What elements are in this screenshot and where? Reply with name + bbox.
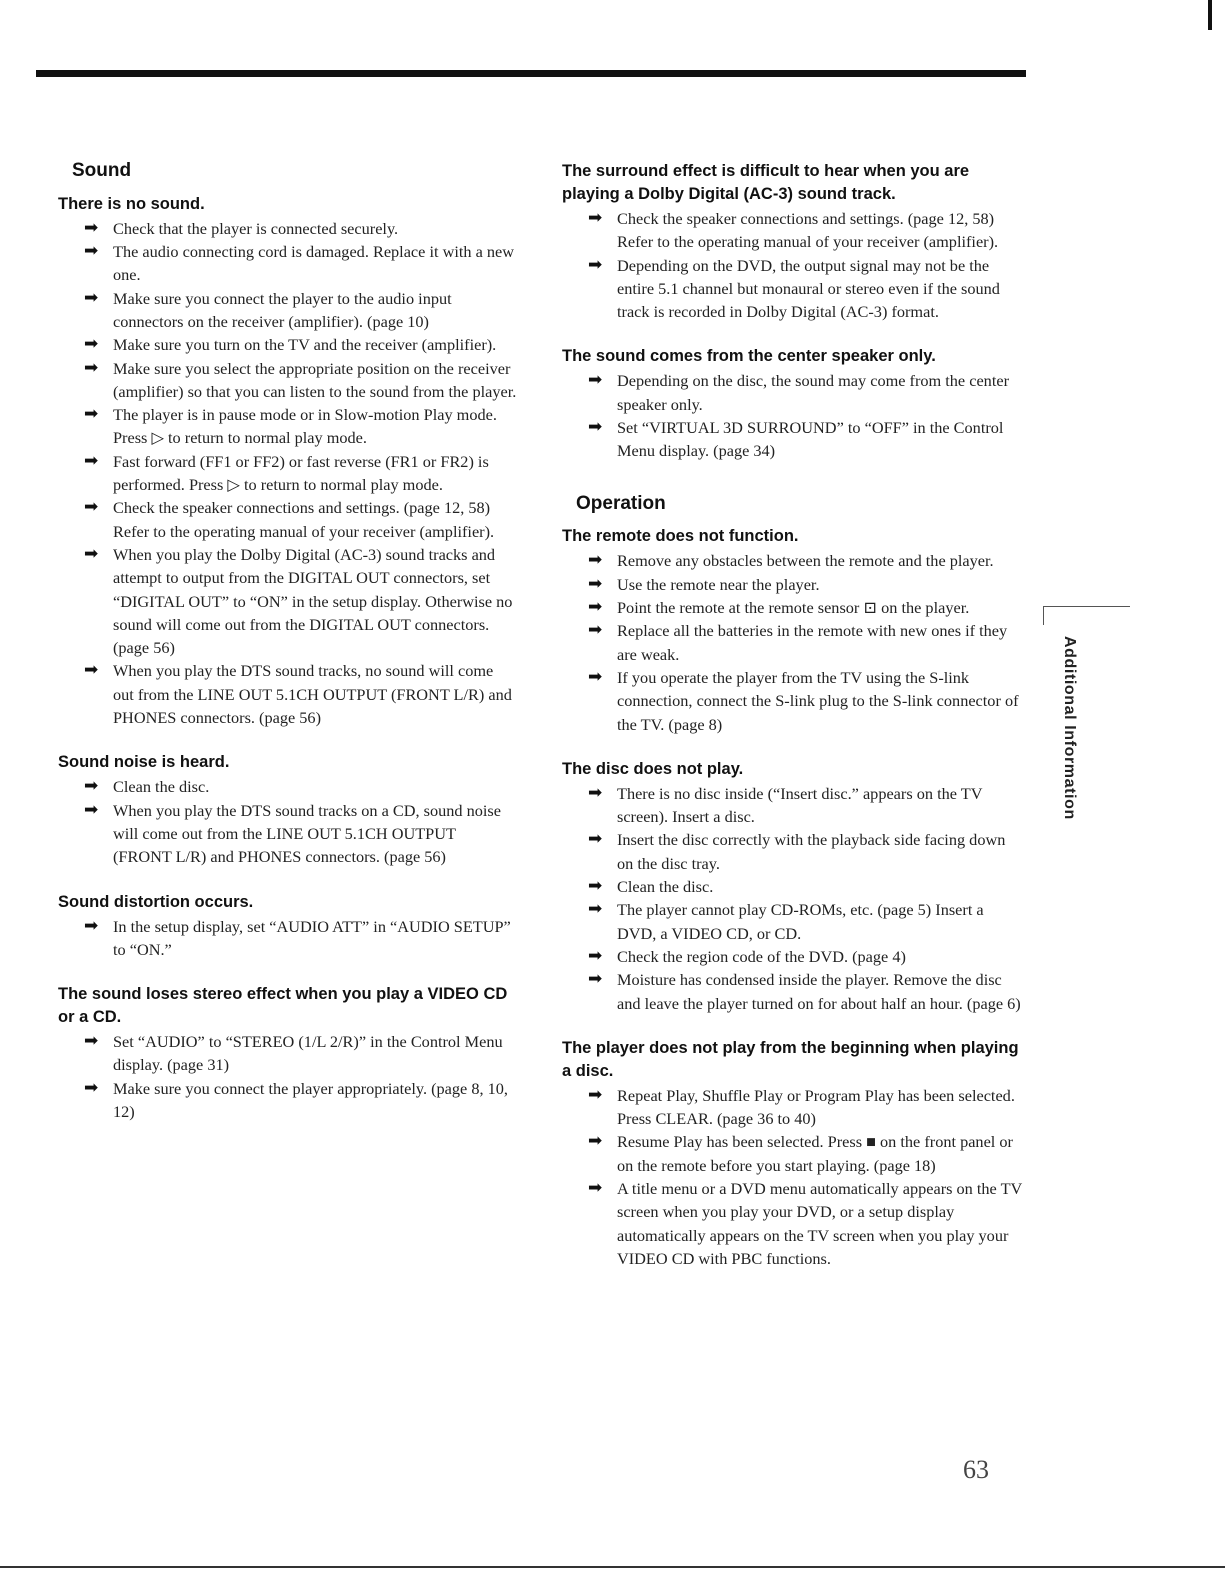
remedy-item [562,1177,1022,1270]
remedy-item [58,1077,518,1124]
remedy-list [562,782,1022,1015]
troubleshooting-item [58,193,518,730]
remedy-text: Set “AUDIO” to “STEREO (1/L 2/R)” in the Control Menu display. (page 31) [113,1032,503,1075]
side-tab-bracket [1043,606,1130,625]
arrow-right-icon: ➡ [588,876,603,897]
remedy-item [58,403,518,450]
arrow-right-icon: ➡ [84,776,99,797]
remedy-item [58,799,518,869]
remedy-text: Clean the disc. [113,777,210,797]
arrow-right-icon: ➡ [84,915,99,936]
troubleshooting-item [58,983,518,1123]
remedy-item [562,619,1022,666]
arrow-right-icon: ➡ [588,550,603,571]
remedy-text: Fast forward (FF1 or FF2) or fast reverse (FR1 or FR2) is performed. Press ▷ to return to normal play mode. [113,451,489,495]
remedy-text: Replace all the batteries in the remote with new ones if they are weak. [617,621,1008,664]
remedy-item [562,782,1022,829]
remedy-text: The audio connecting cord is damaged. Replace it with a new one. [113,242,515,285]
remedy-text: Check the speaker connections and settings. (page 12, 58) Refer to the operating manual of your receiver (amplifier). [113,498,495,541]
remedy-list [562,1084,1022,1270]
remedy-text: Resume Play has been selected. Press ■ on the front panel or on the remote before you start playing. (page 18) [617,1132,1013,1175]
arrow-right-icon: ➡ [588,782,603,803]
troubleshooting-item [562,345,1022,462]
arrow-right-icon: ➡ [588,1084,603,1105]
arrow-right-icon: ➡ [588,945,603,966]
arrow-right-icon: ➡ [588,1178,603,1198]
arrow-right-icon: ➡ [84,1031,99,1052]
remedy-text: Clean the disc. [617,877,714,897]
arrow-right-icon: ➡ [588,899,603,920]
remedy-item [562,416,1022,463]
arrow-right-icon: ➡ [588,370,603,391]
remedy-list [562,549,1022,735]
remedy-list [562,369,1022,462]
remedy-item [562,207,1022,254]
remedy-item [562,254,1022,324]
troubleshooting-item [58,751,518,868]
remedy-item [58,357,518,404]
remedy-text: Check the region code of the DVD. (page 4) [617,946,906,966]
remedy-item [58,287,518,334]
problem-title: Sound noise is heard. [58,753,230,772]
remedy-item [562,666,1022,736]
remedy-text: When you play the DTS sound tracks on a CD, sound noise will come out from the LINE OUT 5.1CH OUTPUT (FRONT L/R) and PHONES connectors. (page 56) [113,800,501,867]
problem-title: The surround effect is difficult to hear when you are playing a Dolby Digital (AC-3) sound track. [562,162,970,203]
arrow-right-icon: ➡ [588,573,603,594]
remedy-item [58,217,518,240]
arrow-right-icon: ➡ [84,660,99,681]
arrow-right-icon: ➡ [588,969,603,990]
remedy-text: Make sure you connect the player appropriately. (page 8, 10, 12) [113,1078,508,1121]
remedy-item [562,369,1022,416]
section-heading: Operation [576,492,666,514]
remedy-item [58,450,518,497]
problem-title: There is no sound. [58,194,205,213]
remedy-text: If you operate the player from the TV using the S-link connection, connect the S-link plug to the S-link connector of the TV. (page 8) [617,667,1019,734]
remedy-list [58,915,518,962]
remedy-text: The player is in pause mode or in Slow-motion Play mode. Press ▷ to return to normal play mode. [113,405,497,448]
remedy-text: The player cannot play CD-ROMs, etc. (page 5) Insert a DVD, a VIDEO CD, or CD. [617,900,984,943]
remedy-text: Make sure you turn on the TV and the receiver (amplifier). [113,335,497,355]
remedy-text: Remove any obstacles between the remote and the player. [617,551,994,571]
remedy-item [562,1130,1022,1177]
troubleshooting-item [562,525,1022,735]
arrow-right-icon: ➡ [588,620,603,641]
arrow-right-icon: ➡ [588,254,603,275]
remedy-text: Moisture has condensed inside the player. Remove the disc and leave the player turned on for about half an hour. (page 6) [617,970,1021,1013]
remedy-list [58,1030,518,1123]
remedy-list [58,217,518,730]
left-column [58,160,518,1145]
remedy-text: Use the remote near the player. [617,574,820,594]
corner-mark [1208,0,1212,30]
section-heading: Sound [72,160,132,181]
remedy-item [58,240,518,287]
remedy-text: Make sure you connect the player to the audio input connectors on the receiver (amplifier). (page 10) [113,288,452,331]
remedy-text: Make sure you select the appropriate position on the receiver (amplifier) so that you can listen to the sound from the player. [113,358,517,401]
remedy-item [58,333,518,356]
remedy-item [58,1030,518,1077]
remedy-text: Repeat Play, Shuffle Play or Program Play has been selected. Press CLEAR. (page 36 to 40) [617,1085,1015,1129]
remedy-text: Insert the disc correctly with the playback side facing down on the disc tray. [617,830,1006,873]
remedy-list [58,775,518,868]
remedy-text: A title menu or a DVD menu automatically appears on the TV screen when you play your DVD, or a setup display automatically appears on the TV screen when you play your VIDEO CD with PBC functions. [617,1179,1022,1268]
remedy-text: There is no disc inside (“Insert disc.” appears on the TV screen). Insert a disc. [617,783,983,827]
remedy-text: Check the speaker connections and settings. (page 12, 58) Refer to the operating manual of your receiver (amplifier). [617,209,999,252]
problem-title: The player does not play from the beginning when playing a disc. [562,1038,1019,1080]
troubleshooting-item [562,160,1022,323]
page-number: 63 [963,1455,989,1484]
top-rule [36,70,1026,77]
arrow-right-icon: ➡ [84,1077,99,1098]
remedy-text: Depending on the disc, the sound may come from the center speaker only. [617,371,1009,414]
troubleshooting-item [562,758,1022,1015]
remedy-item [58,659,518,729]
troubleshooting-item [562,1037,1022,1270]
problem-title: The remote does not function. [562,527,799,546]
arrow-right-icon: ➡ [84,357,99,378]
remedy-text: Point the remote at the remote sensor ⊡ on the player. [617,598,970,618]
remedy-item [562,549,1022,572]
arrow-right-icon: ➡ [84,217,99,238]
remedy-item [562,828,1022,875]
arrow-right-icon: ➡ [84,404,99,425]
troubleshooting-item [58,891,518,962]
arrow-right-icon: ➡ [588,829,603,850]
remedy-item [562,945,1022,968]
remedy-item [562,968,1022,1015]
remedy-item [58,496,518,543]
remedy-item [58,775,518,798]
side-tab-label: Additional Information [1061,636,1078,820]
arrow-right-icon: ➡ [588,208,603,228]
problem-title: The disc does not play. [562,759,744,778]
remedy-list [562,207,1022,323]
remedy-item [562,573,1022,596]
arrow-right-icon: ➡ [84,497,99,518]
remedy-text: Depending on the DVD, the output signal may not be the entire 5.1 channel but monaural or stereo even if the sound track is recorded in Dolby Digital (AC-3) format. [617,255,1000,322]
remedy-item [562,898,1022,945]
remedy-text: In the setup display, set “AUDIO ATT” in “AUDIO SETUP” to “ON.” [113,916,511,959]
arrow-right-icon: ➡ [84,543,99,564]
remedy-item [562,875,1022,898]
problem-title: The sound loses stereo effect when you play a VIDEO CD or a CD. [58,985,508,1027]
problem-title: The sound comes from the center speaker only. [562,347,936,366]
remedy-item [58,915,518,962]
arrow-right-icon: ➡ [84,287,99,308]
remedy-text: Set “VIRTUAL 3D SURROUND” to “OFF” in the Control Menu display. (page 34) [617,418,1004,461]
arrow-right-icon: ➡ [84,334,99,355]
bottom-rule [0,1566,1225,1568]
remedy-text: When you play the Dolby Digital (AC-3) sound tracks and attempt to output from the DIGITAL OUT connectors, set “DIGITAL OUT” to “ON” in the setup display. Otherwise no sound will come out from the DIGITAL OUT connectors. (page 56) [113,544,513,658]
arrow-right-icon: ➡ [588,1131,603,1152]
remedy-text: Check that the player is connected securely. [113,218,399,238]
arrow-right-icon: ➡ [588,417,603,438]
arrow-right-icon: ➡ [84,241,99,262]
remedy-text: When you play the DTS sound tracks, no sound will come out from the LINE OUT 5.1CH OUTPUT (FRONT L/R) and PHONES connectors. (page 56) [113,661,512,728]
problem-title: Sound distortion occurs. [58,892,254,911]
arrow-right-icon: ➡ [588,666,603,687]
remedy-item [562,1084,1022,1131]
arrow-right-icon: ➡ [84,799,99,820]
remedy-item [562,596,1022,619]
right-column [562,160,1022,1292]
arrow-right-icon: ➡ [588,597,603,618]
remedy-item [58,543,518,659]
arrow-right-icon: ➡ [84,450,99,471]
